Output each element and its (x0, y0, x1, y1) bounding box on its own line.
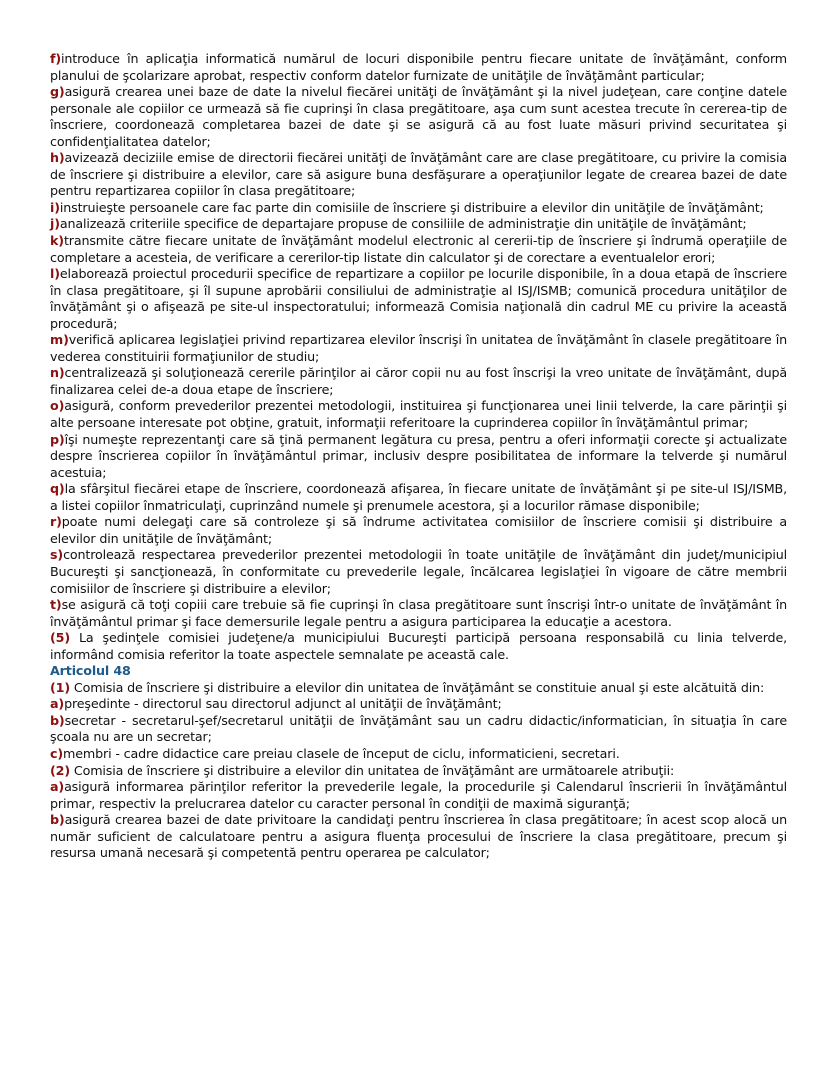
list-item-k (50, 233, 787, 266)
list-item-c (50, 746, 787, 763)
item-marker: q) (50, 481, 65, 497)
item-marker: a) (50, 779, 65, 795)
item-text: verifică aplicarea legislaţiei privind repartizarea elevilor înscrişi în unitatea de învăţământ în clasele pregătitoare în vederea constituirii formaţiunilor de studiu; (50, 332, 787, 364)
item-marker: n) (50, 365, 65, 381)
item-text: asigură informarea părinţilor referitor la prevederile legale, la procedurile şi Calendarul înscrierii în învăţământul primar, respectiv la prelucrarea datelor cu caracter personal în condiţii de maximă siguranţă; (50, 779, 787, 811)
item-marker: g) (50, 84, 65, 100)
list-item-h (50, 150, 787, 200)
article-paragraph-1 (50, 680, 787, 697)
list-item-s (50, 547, 787, 597)
item-text: instruieşte persoanele care fac parte din comisiile de înscriere şi distribuire a elevilor din unităţile de învăţământ; (59, 199, 764, 215)
list-item-b (50, 812, 787, 862)
list-item-a (50, 696, 787, 713)
list-item-f (50, 51, 787, 84)
item-marker: a) (50, 696, 65, 712)
item-marker: c) (50, 745, 64, 761)
article-heading: Articolul 48 (50, 663, 131, 679)
list-item-m (50, 332, 787, 365)
list-item-i (50, 200, 787, 217)
item-marker: s) (50, 547, 64, 563)
paragraph-text: La şedinţele comisiei judeţene/a municipiului Bucureşti participă persoana responsabilă cu linia telverde, informând comisia referitor la toate aspectele semnalate pe această cale. (50, 630, 787, 662)
list-item-j (50, 216, 787, 233)
paragraph-text: Comisia de înscriere şi distribuire a elevilor din unitatea de învăţământ are următoarele atribuţii: (69, 762, 675, 778)
list-item-q (50, 481, 787, 514)
item-text: elaborează proiectul procedurii specifice de repartizare a copiilor pe locurile disponibile, în a doua etapă de înscriere în clasa pregătitoare, şi îl supune aprobării consiliului de administraţie al ISJ/ISMB; comunică procedura unităţilor de învăţământ şi o afişează pe site-ul inspectoratului; informează Comisia naţională din cadrul ME cu privire la această procedură; (50, 266, 787, 331)
item-text: îşi numeşte reprezentanţi care să ţină permanent legătura cu presa, pentru a oferi informaţii corecte şi actualizate despre înscrierea copiilor în învăţământul primar, inclusiv despre posibilitatea de informare la telverde şi numărul acestuia; (50, 431, 787, 480)
list-item-a (50, 779, 787, 812)
list-item-g (50, 84, 787, 150)
item-text: secretar - secretarul-şef/secretarul unităţii de învăţământ sau un cadru didactic/informatician, în situaţia în care şcoala nu are un secretar; (50, 712, 787, 745)
list-item-o (50, 398, 787, 431)
paragraph-5 (50, 630, 787, 663)
item-text: controlează respectarea prevederilor prezentei metodologii în toate unităţile de învăţământ din judeţ/municipiul Bucureşti şi sancţionează, în conformitate cu prevederile legale, încălcarea legislaţiei în vigoare de către membrii comisiilor de înscriere şi distribuire a elevilor; (50, 547, 787, 596)
item-text: asigură, conform prevederilor prezentei metodologii, instituirea şi funcţionarea unei linii telverde, la care părinţii şi alte persoane interesate pot obţine, gratuit, informaţii referitoare la cuprinderea copiilor în învăţământul primar; (50, 398, 787, 431)
paragraph-marker: (2) (50, 762, 70, 778)
item-marker: f) (50, 51, 62, 66)
item-marker: k) (50, 233, 64, 249)
item-text: la sfârşitul fiecărei etape de înscriere, coordonează afişarea, în fiecare unitate de învăţământ şi pe site-ul ISJ/ISMB, a listei copiilor înmatriculaţi, cuprinzând numele şi prenumele acestora, şi a locurilor rămase disponibile; (50, 481, 787, 513)
item-marker: l) (50, 266, 60, 282)
list-item-r (50, 514, 787, 547)
list-item-t (50, 597, 787, 630)
item-marker: p) (50, 431, 65, 447)
item-text: membri - cadre didactice care preiau clasele de început de ciclu, informaticieni, secretari. (63, 745, 620, 761)
item-text: asigură crearea unei baze de date la nivelul fiecărei unităţi de învăţământ şi la nivel judeţean, care conţine datele personale ale copiilor ce urmează să fie cuprinşi în clasa pregătitoare, aşa cum sunt acestea trecute în cererea-tip de înscriere, coordonează completarea bazei de date şi se asigură că au fost luate măsuri privind securitatea şi confidenţialitatea datelor; (50, 84, 787, 149)
item-text: preşedinte - directorul sau directorul adjunct al unităţii de învăţământ; (64, 696, 502, 712)
document-page (50, 51, 787, 862)
item-marker: t) (50, 597, 62, 613)
paragraph-marker: (5) (50, 630, 70, 646)
item-text: introduce în aplicaţia informatică numărul de locuri disponibile pentru fiecare unitate de învăţământ, conform planului de şcolarizare aprobat, respectiv conform datelor furnizate de unităţile de învăţământ particular; (50, 51, 787, 83)
item-text: transmite către fiecare unitate de învăţământ modelul electronic al cererii-tip de înscriere şi îndrumă operaţiile de completare a acesteia, de verificare a cererilor-tip listate din calculator şi de corectare a eventualelor erori; (50, 233, 787, 265)
paragraph-text: Comisia de înscriere şi distribuire a elevilor din unitatea de învăţământ se constituie anual şi este alcătuită din: (69, 679, 765, 695)
paragraph-marker: (1) (50, 679, 70, 695)
item-text: avizează deciziile emise de directorii fiecărei unităţi de învăţământ care are clase pregătitoare, cu privire la comisia de înscriere şi distribuire a elevilor, care să asigure buna desfăşurare a operaţiunilor legate de crearea bazei de date pentru repartizarea copiilor în clasa pregătitoare; (50, 150, 787, 199)
item-marker: b) (50, 712, 65, 728)
item-text: se asigură că toţi copiii care trebuie să fie cuprinşi în clasa pregătitoare sunt înscrişi într-o unitate de învăţământ în învăţământul primar şi face demersurile legale pentru a asigura participarea la educaţie a acestora. (50, 597, 787, 629)
item-text: centralizează şi soluţionează cererile părinţilor ai căror copii nu au fost înscrişi la vreo unitate de învăţământ, după finalizarea celei de-a doua etape de înscriere; (50, 365, 787, 397)
item-text: poate numi delegaţi care să controleze şi să îndrume activitatea comisiilor de înscriere comisii şi distribuire a elevilor din unităţile de învăţământ; (50, 514, 787, 546)
article-paragraph-2 (50, 763, 787, 780)
list-item-n (50, 365, 787, 398)
item-text: asigură crearea bazei de date privitoare la candidaţi pentru înscrierea în clasa pregătitoare; în acest scop alocă un număr suficient de calculatoare pentru a asigura fluenţa procesului de înscriere la clasa pregătitoare, precum şi resursa umană necesară şi competentă pentru operarea pe calculator; (50, 812, 787, 861)
item-marker: i) (50, 199, 60, 215)
list-item-p (50, 432, 787, 482)
item-text: analizează criteriile specifice de departajare propuse de consiliile de administraţie din unităţile de învăţământ; (59, 216, 747, 232)
item-marker: r) (50, 514, 62, 530)
item-marker: j) (50, 216, 60, 232)
list-item-b (50, 713, 787, 746)
list-item-l (50, 266, 787, 332)
item-marker: o) (50, 398, 65, 414)
item-marker: b) (50, 812, 65, 828)
item-marker: h) (50, 150, 65, 166)
item-marker: m) (50, 332, 69, 348)
